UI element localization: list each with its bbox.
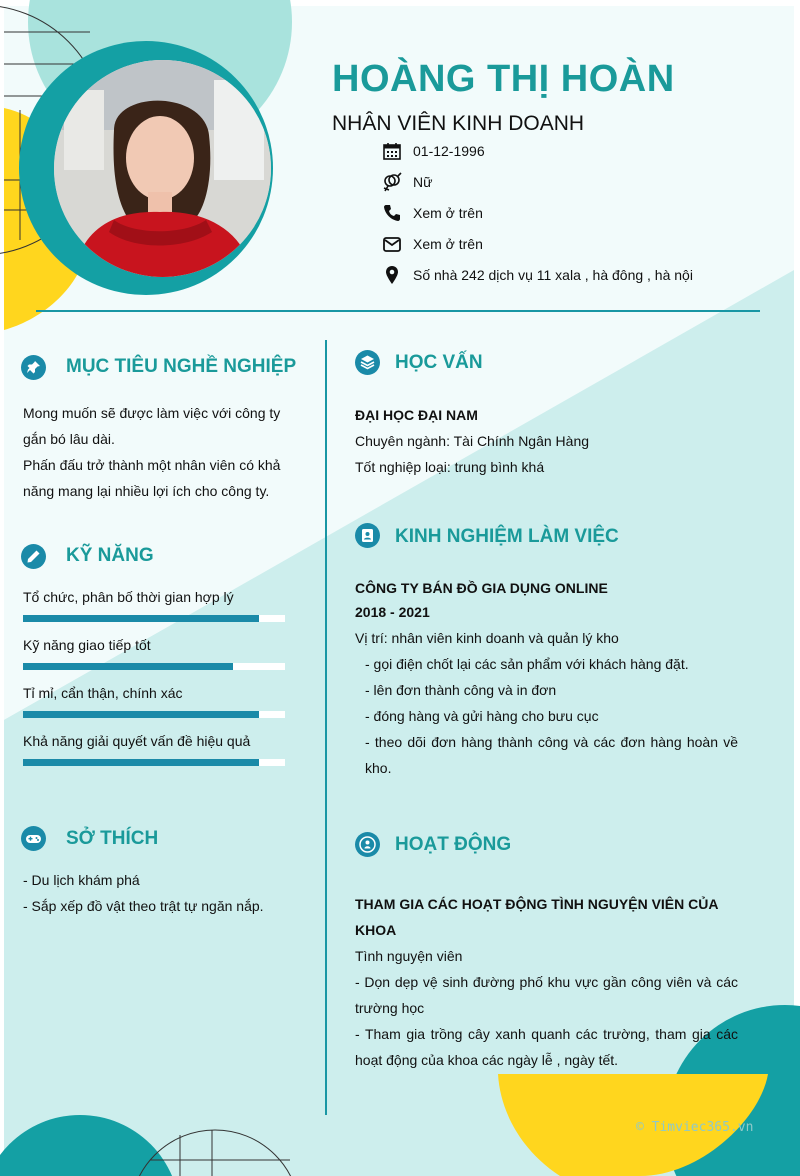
contact-gender: Nữ (413, 174, 433, 190)
avatar (54, 60, 271, 277)
skill-bar (23, 759, 285, 766)
activity-item: - Dọn dẹp vệ sinh đường phố khu vực gần công viên và các trường học (355, 974, 738, 1016)
hobbies-title: SỞ THÍCH (66, 828, 159, 849)
activities-heading: THAM GIA CÁC HOẠT ĐỘNG TÌNH NGUYỆN VIÊN CỦA KHOA (355, 896, 718, 938)
layers-icon (355, 350, 380, 375)
objective-title: MỤC TIÊU NGHỀ NGHIỆP (66, 356, 297, 377)
skill-bar-fill (23, 615, 259, 622)
experience-period: 2018 - 2021 (355, 604, 430, 620)
skill-label: Tỉ mỉ, cẩn thận, chính xác (23, 685, 183, 701)
experience-task: - lên đơn thành công và in đơn (365, 682, 557, 698)
contact-address: Số nhà 242 dịch vụ 11 xala , hà đông , hà nội (413, 267, 693, 283)
skill-label: Tổ chức, phân bố thời gian hợp lý (23, 589, 234, 605)
objective-line: Mong muốn sẽ được làm việc với công ty (23, 405, 281, 421)
email-icon (382, 234, 402, 254)
avatar-photo-icon (54, 60, 271, 277)
phone-icon (382, 203, 402, 223)
hobby-item: - Du lịch khám phá (23, 872, 140, 888)
objective-line: Phấn đấu trở thành một nhân viên có khả (23, 457, 281, 473)
skill-bar-fill (23, 663, 233, 670)
education-title: HỌC VẤN (395, 352, 483, 373)
education-text (355, 402, 740, 480)
skills-title: KỸ NĂNG (66, 545, 154, 566)
pin-icon (21, 355, 46, 380)
candidate-name: HOÀNG THỊ HOÀN (332, 58, 675, 100)
experience-tasks (365, 651, 738, 781)
experience-task: - đóng hàng và gửi hàng cho bưu cục (365, 708, 599, 724)
activities-title: HOẠT ĐỘNG (395, 834, 512, 855)
experience-company: CÔNG TY BÁN ĐỒ GIA DỤNG ONLINE (355, 580, 608, 596)
experience-company-block (355, 576, 738, 624)
skill-label: Kỹ năng giao tiếp tốt (23, 637, 151, 653)
skill-label: Khả năng giải quyết vấn đề hiệu quả (23, 733, 251, 749)
people-icon (355, 832, 380, 857)
contact-phone: Xem ở trên (413, 205, 483, 221)
education-grade: Tốt nghiệp loại: trung bình khá (355, 459, 545, 475)
skill-bar (23, 711, 285, 718)
experience-title: KINH NGHIỆM LÀM VIỆC (395, 526, 619, 547)
column-divider (325, 340, 327, 1115)
education-major: Chuyên ngành: Tài Chính Ngân Hàng (355, 433, 590, 449)
objective-line: gắn bó lâu dài. (23, 431, 115, 447)
skill-bar (23, 615, 285, 622)
gender-icon (382, 172, 402, 192)
contact-email: Xem ở trên (413, 236, 483, 252)
skill-bar (23, 663, 285, 670)
hobbies-text (23, 867, 303, 919)
education-school: ĐẠI HỌC ĐẠI NAM (355, 407, 478, 423)
location-icon (382, 265, 402, 285)
experience-task: - gọi điện chốt lại các sản phẩm với khách hàng đặt. (365, 656, 689, 672)
calendar-icon (382, 141, 402, 161)
contact-birthday: 01-12-1996 (413, 143, 485, 159)
job-title: NHÂN VIÊN KINH DOANH (332, 112, 585, 135)
pencil-icon (21, 544, 46, 569)
experience-task: - theo dõi đơn hàng thành công và các đơn hàng hoàn về kho. (365, 734, 738, 776)
watermark: © Timviec365.vn (636, 1120, 754, 1135)
skill-bar-fill (23, 711, 259, 718)
id-card-icon (355, 523, 380, 548)
experience-position: Vị trí: nhân viên kinh doanh và quản lý kho (355, 630, 619, 646)
skill-bar-fill (23, 759, 259, 766)
activity-item: - Tham gia trồng cây xanh quanh các trường, tham gia các hoạt động của khoa các ngày lễ , ngày tết. (355, 1026, 738, 1068)
objective-text (23, 400, 285, 504)
activities-text (355, 891, 738, 1073)
header-divider (36, 310, 760, 312)
gamepad-icon (21, 826, 46, 851)
avatar-frame (19, 41, 273, 295)
activities-role: Tình nguyện viên (355, 948, 463, 964)
hobby-item: - Sắp xếp đồ vật theo trật tự ngăn nắp. (23, 898, 264, 914)
objective-line: năng mang lại nhiều lợi ích cho công ty. (23, 483, 270, 499)
